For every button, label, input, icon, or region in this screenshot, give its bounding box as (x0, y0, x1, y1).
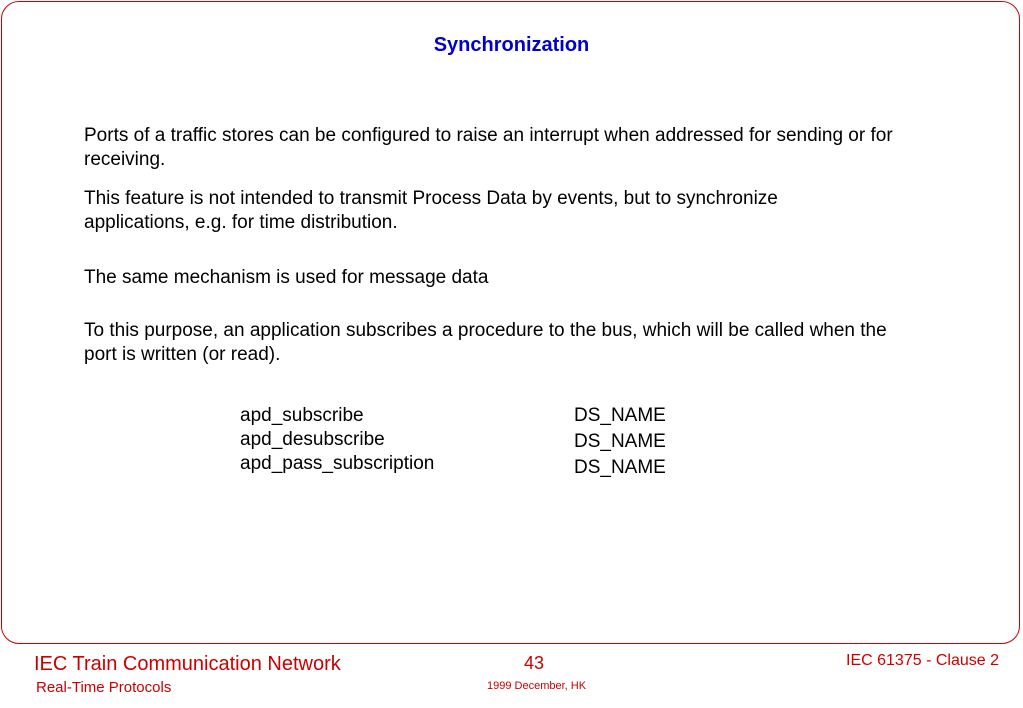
footer-clause: IEC 61375 - Clause 2 (846, 652, 999, 669)
footer-subtitle: Real-Time Protocols (36, 679, 172, 696)
dataset-item: DS_NAME (574, 431, 666, 452)
procedure-list (240, 404, 434, 476)
paragraph-subscribe-procedure: To this purpose, an application subscribes a procedure to the bus, which will be called when the port is written (or read). (84, 320, 887, 365)
procedure-item: apd_pass_subscription (240, 453, 435, 474)
dataset-item: DS_NAME (574, 457, 666, 478)
footer-date: 1999 December, HK (487, 680, 587, 692)
paragraph-message-data: The same mechanism is used for message data (84, 267, 489, 288)
dataset-list (574, 403, 666, 481)
dataset-item: DS_NAME (574, 405, 666, 426)
procedure-item: apd_subscribe (240, 405, 364, 426)
footer-course-title: IEC Train Communication Network (34, 653, 341, 675)
paragraph-feature-purpose: This feature is not intended to transmit Process Data by events, but to synchronize applications, e.g. for time distribution. (84, 188, 778, 233)
paragraph-interrupt-config: Ports of a traffic stores can be configured to raise an interrupt when addressed for sending or for receiving. (84, 125, 893, 170)
page-number: 43 (524, 653, 545, 673)
procedure-item: apd_desubscribe (240, 429, 385, 450)
slide-title: Synchronization (433, 34, 590, 56)
